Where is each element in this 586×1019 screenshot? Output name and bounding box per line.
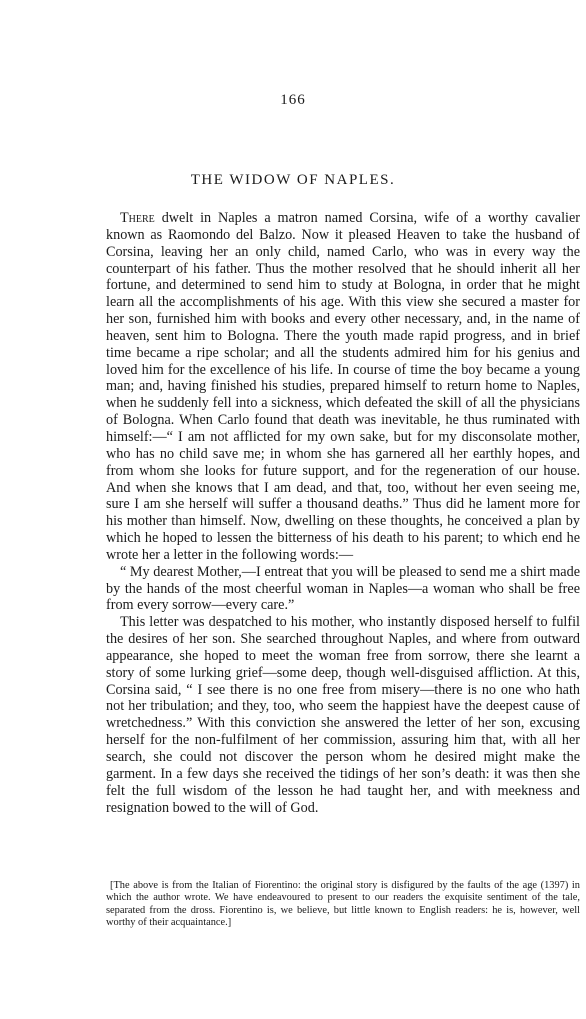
- story-paragraph-3: This letter was despatched to his mother, who instantly disposed herself to fulfil the desires of her son. She searched throughout Naples, and where from outward appearance, she hoped to meet the woman free from sorrow, there she learnt a story of some lurking grief—some deep, though well-disguised affliction. At this, Corsina said, “ I see there is no one free from misery—there is no one who hath not her tribulation; and they, too, who seem the happiest have the deepest cause of wretchedness.” With this conviction she answered the letter of her son, excusing herself for the non-fulfilment of her commission, assuring him that, with all her search, she could not discover the person whom he desired might make the garment. In a few days she received the tidings of her son’s death: it was then she felt the full wisdom of the lesson he had taught her, and with meekness and resignation bowed to the will of God.: [106, 614, 580, 816]
- page-title: THE WIDOW OF NAPLES.: [190, 172, 396, 188]
- page-number: 166: [280, 92, 306, 108]
- story-paragraph-1-text: dwelt in Naples a matron named Corsina, wife of a worthy cavalier known as Raomondo del Balzo. Now it pleased Heaven to take the husband of Corsina, leaving her an only child, named Carlo, who was in every way the counterpart of his father. Thus the mother resolved that he should inherit all her fortune, and determined to send him to study at Bologna, in order that he might learn all the accomplishments of his age. With this view she secured a master for her son, furnished him with books and every other necessary, and, in the name of heaven, sent him to Bologna. There the youth made rapid progress, and in brief time became a ripe scholar; and all the students admired him for his genius and loved him for the excellence of his life. In course of time the boy became a young man; and, having finished his studies, prepared himself to return home to Naples, when he suddenly fell into a sickness, which defeated the skill of all the physicians of Bologna. When Carlo found that death was inevitable, he thus ruminated with himself:—“ I am not afflicted for my own sake, but for my disconsolate mother, who has no child save me; in whom she has garnered all her earthly hopes, and from whom she looks for future support, and for the regeneration of our house. And when she knows that I am dead, and that, too, without her even seeing me, sure I am she herself will suffer a thousand deaths.” Thus did he lament more for his mother than himself. Now, dwelling on these thoughts, he conceived a plan by which he hoped to lessen the bitterness of his death to his parent; to which end he wrote her a letter in the following words:—: [106, 210, 580, 563]
- story-paragraph-2: “ My dearest Mother,—I entreat that you will be pleased to send me a shirt made by the hands of the most cheerful woman in Naples—a woman who shall be free from every sorrow—every care.”: [106, 563, 580, 614]
- editor-note: [106, 880, 580, 930]
- story-paragraph-1: [106, 210, 580, 564]
- story-first-word: There: [120, 210, 155, 226]
- story-body: [106, 210, 580, 816]
- editor-note-text: [The above is from the Italian of Fiorentino: the original story is disfigured by the faults of the age (1397) in which the author wrote. We have endeavoured to present to our readers the exquisite sentiment of the tale, separated from the dross. Fiorentino is, we believe, but little known to English readers: he is, however, well worthy of their acquaintance.]: [106, 880, 580, 929]
